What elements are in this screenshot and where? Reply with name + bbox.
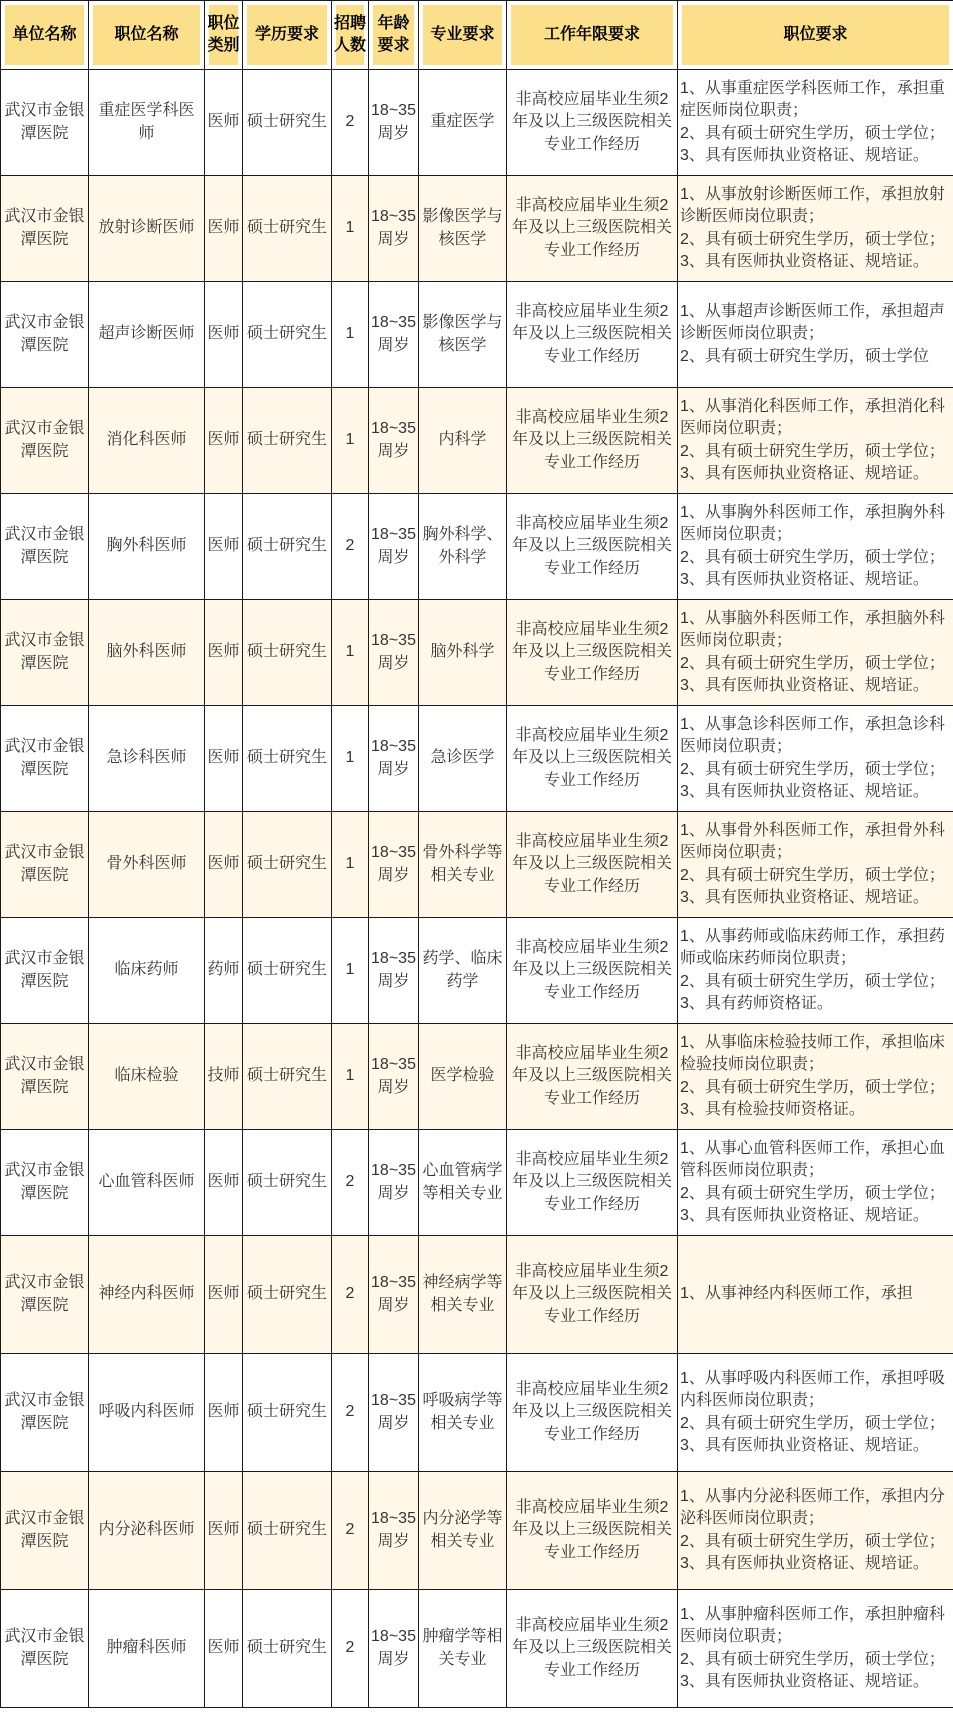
cell-education: 硕士研究生	[243, 388, 332, 494]
cell-count: 2	[332, 1354, 369, 1472]
cell-requirements	[678, 706, 953, 812]
requirement-line: 2、具有硕士研究生学历，硕士学位；	[680, 1414, 945, 1432]
cell-category: 医师	[205, 176, 243, 282]
cell-education: 硕士研究生	[243, 1130, 332, 1236]
cell-requirements	[678, 918, 953, 1024]
requirement-line: 2、具有硕士研究生学历，硕士学位；	[680, 1532, 945, 1550]
cell-position: 超声诊断医师	[89, 282, 205, 388]
cell-experience: 非高校应届毕业生须2年及以上三级医院相关专业工作经历	[507, 1024, 678, 1130]
table-row	[1, 1130, 953, 1236]
cell-age: 18~35周岁	[369, 918, 419, 1024]
cell-requirements	[678, 1354, 953, 1472]
cell-major: 骨外科学等相关专业	[419, 812, 507, 918]
requirement-line: 1、从事心血管科医师工作，承担心血管科医师岗位职责；	[680, 1140, 945, 1180]
cell-age: 18~35周岁	[369, 706, 419, 812]
cell-count: 2	[332, 1472, 369, 1590]
table-row	[1, 1590, 953, 1708]
cell-major: 胸外科学、外科学	[419, 494, 507, 600]
cell-education: 硕士研究生	[243, 1354, 332, 1472]
cell-position: 胸外科医师	[89, 494, 205, 600]
table-row	[1, 494, 953, 600]
table-row	[1, 600, 953, 706]
cell-category: 医师	[205, 706, 243, 812]
header-row	[1, 1, 953, 70]
cell-major: 呼吸病学等相关专业	[419, 1354, 507, 1472]
cell-experience: 非高校应届毕业生须2年及以上三级医院相关专业工作经历	[507, 918, 678, 1024]
cell-requirements	[678, 176, 953, 282]
cell-major: 急诊医学	[419, 706, 507, 812]
cell-age: 18~35周岁	[369, 812, 419, 918]
cell-age: 18~35周岁	[369, 1236, 419, 1354]
cell-major: 医学检验	[419, 1024, 507, 1130]
cell-category: 医师	[205, 494, 243, 600]
cell-education: 硕士研究生	[243, 918, 332, 1024]
table-row	[1, 1472, 953, 1590]
cell-category: 医师	[205, 388, 243, 494]
cell-category: 药师	[205, 918, 243, 1024]
cell-age: 18~35周岁	[369, 176, 419, 282]
cell-experience: 非高校应届毕业生须2年及以上三级医院相关专业工作经历	[507, 70, 678, 176]
cell-unit: 武汉市金银潭医院	[1, 812, 89, 918]
cell-unit: 武汉市金银潭医院	[1, 600, 89, 706]
cell-category: 医师	[205, 282, 243, 388]
cell-unit: 武汉市金银潭医院	[1, 1354, 89, 1472]
requirement-line: 2、具有硕士研究生学历，硕士学位；	[680, 1184, 945, 1202]
cell-position: 心血管科医师	[89, 1130, 205, 1236]
cell-count: 1	[332, 282, 369, 388]
cell-education: 硕士研究生	[243, 282, 332, 388]
cell-requirements	[678, 1024, 953, 1130]
cell-age: 18~35周岁	[369, 70, 419, 176]
cell-education: 硕士研究生	[243, 70, 332, 176]
cell-major: 药学、临床药学	[419, 918, 507, 1024]
cell-education: 硕士研究生	[243, 1024, 332, 1130]
header-age: 年龄要求	[369, 1, 419, 70]
table-row	[1, 1236, 953, 1354]
table-row	[1, 1024, 953, 1130]
cell-position: 重症医学科医师	[89, 70, 205, 176]
table-row	[1, 176, 953, 282]
requirement-line: 3、具有医师执业资格证、规培证。	[680, 1436, 929, 1454]
cell-unit: 武汉市金银潭医院	[1, 176, 89, 282]
requirement-line: 3、具有医师执业资格证、规培证。	[680, 464, 929, 482]
requirement-line: 2、具有硕士研究生学历，硕士学位；	[680, 442, 945, 460]
table-row	[1, 918, 953, 1024]
cell-count: 1	[332, 706, 369, 812]
cell-education: 硕士研究生	[243, 812, 332, 918]
cell-requirements	[678, 600, 953, 706]
cell-experience: 非高校应届毕业生须2年及以上三级医院相关专业工作经历	[507, 600, 678, 706]
cell-count: 2	[332, 1590, 369, 1708]
requirement-line: 3、具有药师资格证。	[680, 994, 833, 1012]
cell-category: 医师	[205, 600, 243, 706]
requirement-line: 1、从事骨外科医师工作，承担骨外科医师岗位职责；	[680, 822, 945, 862]
requirement-line: 1、从事超声诊断医师工作，承担超声诊断医师岗位职责；	[680, 303, 945, 343]
cell-major: 心血管病学等相关专业	[419, 1130, 507, 1236]
cell-experience: 非高校应届毕业生须2年及以上三级医院相关专业工作经历	[507, 282, 678, 388]
cell-age: 18~35周岁	[369, 282, 419, 388]
cell-count: 1	[332, 176, 369, 282]
cell-experience: 非高校应届毕业生须2年及以上三级医院相关专业工作经历	[507, 706, 678, 812]
cell-major: 重症医学	[419, 70, 507, 176]
cell-category: 医师	[205, 1590, 243, 1708]
cell-education: 硕士研究生	[243, 176, 332, 282]
requirement-line: 3、具有检验技师资格证。	[680, 1100, 865, 1118]
cell-age: 18~35周岁	[369, 494, 419, 600]
cell-count: 1	[332, 600, 369, 706]
cell-age: 18~35周岁	[369, 600, 419, 706]
requirement-line: 3、具有医师执业资格证、规培证。	[680, 570, 929, 588]
requirement-line: 2、具有硕士研究生学历，硕士学位	[680, 347, 929, 365]
cell-major: 脑外科学	[419, 600, 507, 706]
cell-requirements	[678, 1130, 953, 1236]
cell-category: 技师	[205, 1024, 243, 1130]
requirement-line: 1、从事神经内科医师工作，承担	[680, 1285, 913, 1303]
requirement-line: 3、具有医师执业资格证、规培证。	[680, 1672, 929, 1690]
table-row	[1, 1354, 953, 1472]
requirement-line: 1、从事呼吸内科医师工作，承担呼吸内科医师岗位职责；	[680, 1370, 945, 1410]
requirement-line: 1、从事肿瘤科医师工作，承担肿瘤科医师岗位职责；	[680, 1606, 945, 1646]
cell-experience: 非高校应届毕业生须2年及以上三级医院相关专业工作经历	[507, 1472, 678, 1590]
requirement-line: 3、具有医师执业资格证、规培证。	[680, 146, 929, 164]
header-category: 职位类别	[205, 1, 243, 70]
cell-experience: 非高校应届毕业生须2年及以上三级医院相关专业工作经历	[507, 1130, 678, 1236]
cell-education: 硕士研究生	[243, 706, 332, 812]
requirement-line: 3、具有医师执业资格证、规培证。	[680, 676, 929, 694]
cell-position: 放射诊断医师	[89, 176, 205, 282]
header-count: 招聘人数	[332, 1, 369, 70]
cell-position: 消化科医师	[89, 388, 205, 494]
table-row	[1, 70, 953, 176]
requirement-line: 1、从事临床检验技师工作，承担临床检验技师岗位职责；	[680, 1034, 945, 1074]
requirement-line: 1、从事重症医学科医师工作，承担重症医师岗位职责；	[680, 80, 945, 120]
cell-position: 肿瘤科医师	[89, 1590, 205, 1708]
requirement-line: 1、从事胸外科医师工作，承担胸外科医师岗位职责；	[680, 504, 945, 544]
cell-count: 1	[332, 1024, 369, 1130]
cell-major: 内分泌学等相关专业	[419, 1472, 507, 1590]
cell-experience: 非高校应届毕业生须2年及以上三级医院相关专业工作经历	[507, 494, 678, 600]
requirement-line: 1、从事内分泌科医师工作，承担内分泌科医师岗位职责；	[680, 1488, 945, 1528]
requirement-line: 1、从事放射诊断医师工作，承担放射诊断医师岗位职责；	[680, 186, 945, 226]
cell-education: 硕士研究生	[243, 494, 332, 600]
requirement-line: 3、具有医师执业资格证、规培证。	[680, 782, 929, 800]
cell-position: 神经内科医师	[89, 1236, 205, 1354]
cell-position: 急诊科医师	[89, 706, 205, 812]
cell-unit: 武汉市金银潭医院	[1, 1236, 89, 1354]
cell-category: 医师	[205, 1472, 243, 1590]
cell-major: 肿瘤学等相关专业	[419, 1590, 507, 1708]
cell-category: 医师	[205, 1130, 243, 1236]
cell-major: 神经病学等相关专业	[419, 1236, 507, 1354]
cell-age: 18~35周岁	[369, 1354, 419, 1472]
cell-unit: 武汉市金银潭医院	[1, 706, 89, 812]
cell-age: 18~35周岁	[369, 1590, 419, 1708]
cell-count: 2	[332, 494, 369, 600]
cell-position: 骨外科医师	[89, 812, 205, 918]
cell-education: 硕士研究生	[243, 600, 332, 706]
requirement-line: 3、具有医师执业资格证、规培证。	[680, 1554, 929, 1572]
cell-unit: 武汉市金银潭医院	[1, 1130, 89, 1236]
header-requirements: 职位要求	[678, 1, 953, 70]
cell-position: 临床药师	[89, 918, 205, 1024]
cell-category: 医师	[205, 1236, 243, 1354]
cell-unit: 武汉市金银潭医院	[1, 1472, 89, 1590]
cell-experience: 非高校应届毕业生须2年及以上三级医院相关专业工作经历	[507, 1236, 678, 1354]
requirement-line: 2、具有硕士研究生学历，硕士学位；	[680, 1078, 945, 1096]
cell-count: 2	[332, 70, 369, 176]
cell-requirements	[678, 1236, 953, 1354]
requirement-line: 1、从事消化科医师工作，承担消化科医师岗位职责；	[680, 398, 945, 438]
cell-age: 18~35周岁	[369, 1130, 419, 1236]
cell-position: 脑外科医师	[89, 600, 205, 706]
cell-experience: 非高校应届毕业生须2年及以上三级医院相关专业工作经历	[507, 388, 678, 494]
requirement-line: 1、从事脑外科医师工作，承担脑外科医师岗位职责；	[680, 610, 945, 650]
requirement-line: 2、具有硕士研究生学历，硕士学位；	[680, 124, 945, 142]
cell-requirements	[678, 70, 953, 176]
header-education: 学历要求	[243, 1, 332, 70]
requirement-line: 2、具有硕士研究生学历，硕士学位；	[680, 548, 945, 566]
cell-count: 2	[332, 1236, 369, 1354]
requirement-line: 3、具有医师执业资格证、规培证。	[680, 1206, 929, 1224]
cell-experience: 非高校应届毕业生须2年及以上三级医院相关专业工作经历	[507, 1590, 678, 1708]
requirement-line: 2、具有硕士研究生学历，硕士学位；	[680, 866, 945, 884]
cell-unit: 武汉市金银潭医院	[1, 918, 89, 1024]
cell-requirements	[678, 812, 953, 918]
cell-position: 呼吸内科医师	[89, 1354, 205, 1472]
cell-major: 影像医学与核医学	[419, 176, 507, 282]
cell-education: 硕士研究生	[243, 1590, 332, 1708]
requirement-line: 2、具有硕士研究生学历，硕士学位；	[680, 230, 945, 248]
cell-unit: 武汉市金银潭医院	[1, 388, 89, 494]
cell-experience: 非高校应届毕业生须2年及以上三级医院相关专业工作经历	[507, 812, 678, 918]
cell-count: 2	[332, 1130, 369, 1236]
cell-count: 1	[332, 388, 369, 494]
table-row	[1, 812, 953, 918]
cell-position: 内分泌科医师	[89, 1472, 205, 1590]
table-row	[1, 282, 953, 388]
cell-education: 硕士研究生	[243, 1236, 332, 1354]
table-row	[1, 388, 953, 494]
requirement-line: 2、具有硕士研究生学历，硕士学位；	[680, 654, 945, 672]
table-row	[1, 706, 953, 812]
cell-major: 影像医学与核医学	[419, 282, 507, 388]
cell-position: 临床检验	[89, 1024, 205, 1130]
requirement-line: 2、具有硕士研究生学历，硕士学位；	[680, 972, 945, 990]
cell-unit: 武汉市金银潭医院	[1, 1590, 89, 1708]
cell-requirements	[678, 1472, 953, 1590]
cell-requirements	[678, 388, 953, 494]
cell-count: 1	[332, 812, 369, 918]
requirement-line: 3、具有医师执业资格证、规培证。	[680, 888, 929, 906]
cell-experience: 非高校应届毕业生须2年及以上三级医院相关专业工作经历	[507, 1354, 678, 1472]
requirement-line: 1、从事急诊科医师工作，承担急诊科医师岗位职责；	[680, 716, 945, 756]
header-experience: 工作年限要求	[507, 1, 678, 70]
requirement-line: 1、从事药师或临床药师工作，承担药师或临床药师岗位职责；	[680, 928, 945, 968]
cell-age: 18~35周岁	[369, 388, 419, 494]
cell-major: 内科学	[419, 388, 507, 494]
cell-age: 18~35周岁	[369, 1472, 419, 1590]
cell-count: 1	[332, 918, 369, 1024]
cell-requirements	[678, 282, 953, 388]
cell-category: 医师	[205, 812, 243, 918]
cell-unit: 武汉市金银潭医院	[1, 70, 89, 176]
cell-requirements	[678, 1590, 953, 1708]
cell-age: 18~35周岁	[369, 1024, 419, 1130]
cell-unit: 武汉市金银潭医院	[1, 282, 89, 388]
cell-education: 硕士研究生	[243, 1472, 332, 1590]
cell-category: 医师	[205, 70, 243, 176]
requirement-line: 2、具有硕士研究生学历，硕士学位；	[680, 760, 945, 778]
header-unit: 单位名称	[1, 1, 89, 70]
cell-experience: 非高校应届毕业生须2年及以上三级医院相关专业工作经历	[507, 176, 678, 282]
header-major: 专业要求	[419, 1, 507, 70]
cell-unit: 武汉市金银潭医院	[1, 494, 89, 600]
cell-requirements	[678, 494, 953, 600]
requirement-line: 2、具有硕士研究生学历，硕士学位；	[680, 1650, 945, 1668]
table-body	[1, 70, 953, 1708]
requirement-line: 3、具有医师执业资格证、规培证。	[680, 252, 929, 270]
cell-category: 医师	[205, 1354, 243, 1472]
header-position: 职位名称	[89, 1, 205, 70]
cell-unit: 武汉市金银潭医院	[1, 1024, 89, 1130]
